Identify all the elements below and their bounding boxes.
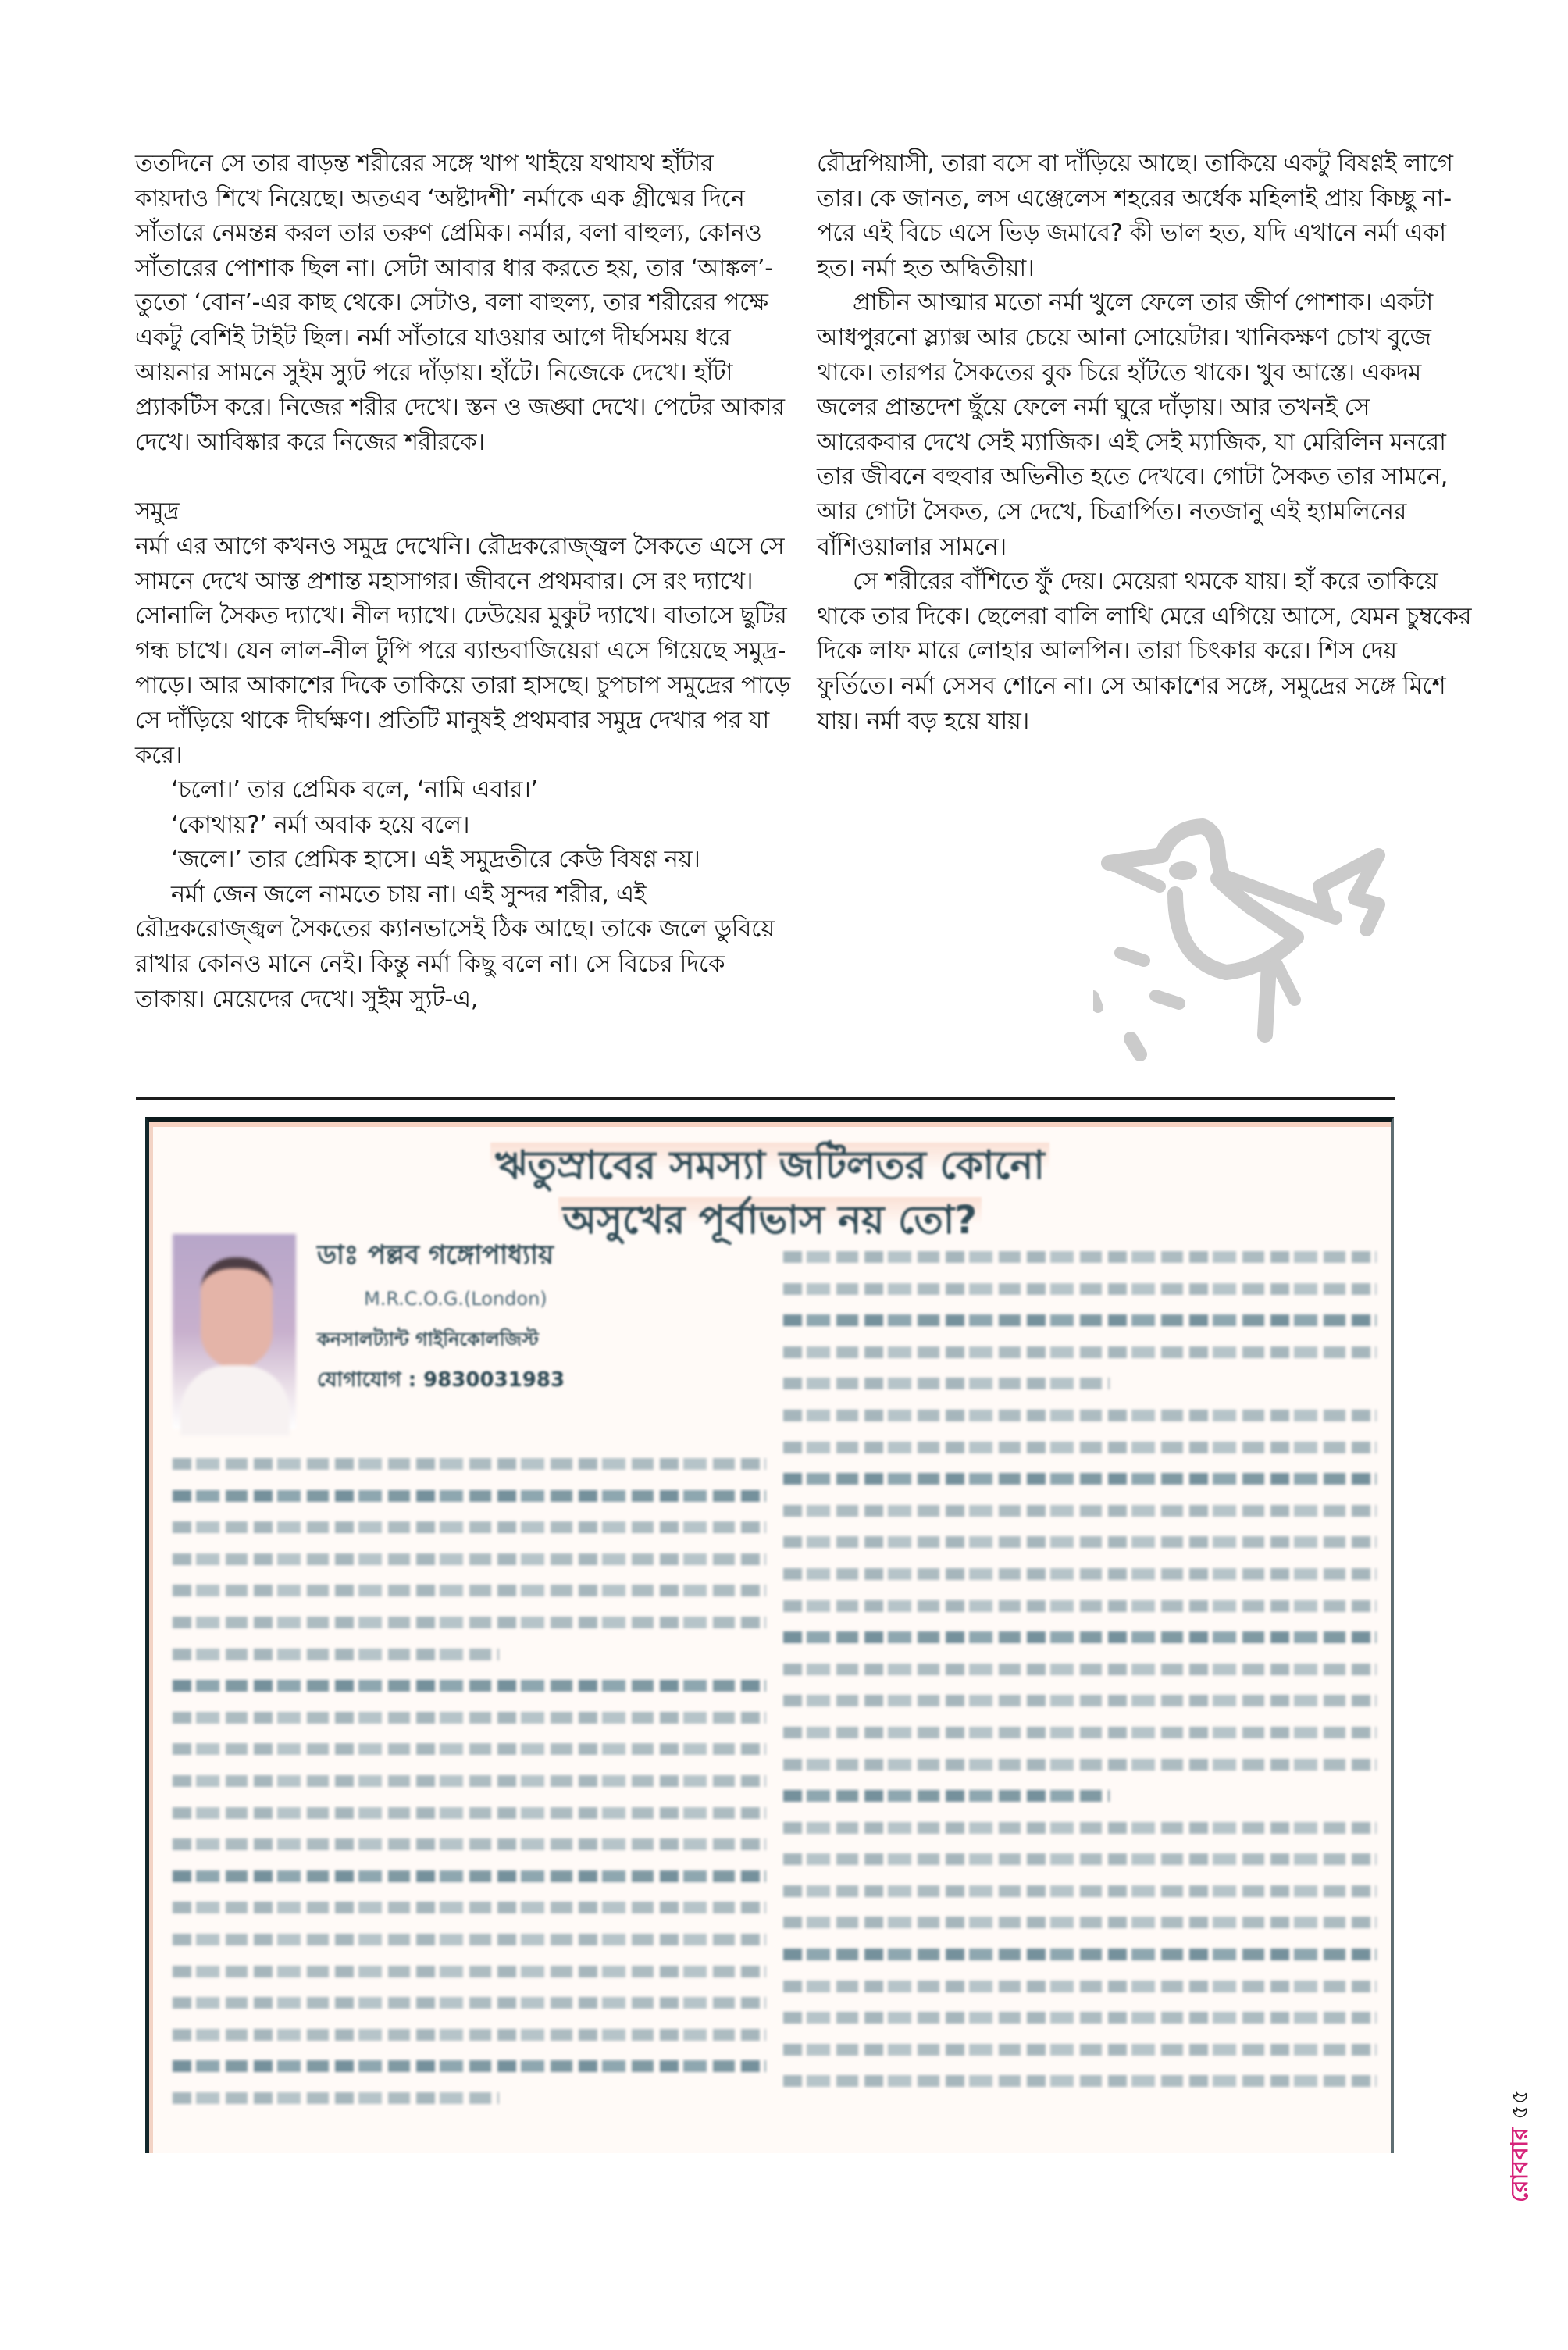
blurred-text-line: [783, 1346, 1377, 1358]
blurred-text-line: [783, 2044, 1377, 2056]
blurred-text-line: [173, 1997, 766, 2009]
doctor-role: কনসালট্যান্ট গাইনিকোলজিস্ট: [317, 1328, 539, 1350]
ad-headline-line2: অসুখের পূর্বাভাস নয় তো?: [558, 1197, 982, 1243]
doctor-name: ডাঃ পল্লব গঙ্গোপাধ্যায়: [317, 1239, 554, 1271]
blurred-text-line: [783, 1822, 1377, 1834]
blurred-text-line: [783, 1378, 1110, 1389]
doctor-contact: যোগাযোগ : 9830031983: [317, 1368, 565, 1392]
blurred-text-line: [783, 1473, 1377, 1485]
story-paragraph: নর্মা এর আগে কখনও সমুদ্র দেখেনি। রৌদ্রকরোজ্জ্বল সৈকতে এসে সে সামনে দেখে আস্ত প্রশান্ত মহাসাগর। জীবনে প্রথমবার। সে রং দ্যাখে। সোনালি সৈকত দ্যাখে। নীল দ্যাখে। ঢেউয়ের মুকুট দ্যাখে। বাতাসে ছুটির গন্ধ চাখে। যেন লাল-নীল টুপি পরে ব্যান্ডবাজিয়েরা এসে গিয়েছে সমুদ্র-পাড়ে। আর আকাশের দিকে তাকিয়ে তারা হাসছে। চুপচাপ সমুদ্রের পাড়ে সে দাঁড়িয়ে থাকে দীর্ঘক্ষণ। প্রতিটি মানুষই প্রথমবার সমুদ্র দেখার পর যা করে।: [135, 532, 790, 769]
blurred-text-line: [173, 2092, 499, 2104]
blurred-text-line: [783, 1536, 1377, 1548]
page-folio: [1501, 2089, 1541, 2202]
blurred-text-line: [173, 1680, 766, 1692]
doctor-degree: M.R.C.O.G.(London): [364, 1288, 547, 1310]
blurred-text-line: [783, 1981, 1377, 1992]
story-right-column: [817, 147, 1473, 739]
story-paragraph: নর্মা জেন জলে নামতে চায় না। এই সুন্দর শরীর, এই রৌদ্রকরোজ্জ্বল সৈকতের ক্যানভাসেই ঠিক আছে। তাকে জলে ডুবিয়ে রাখার কোনও মানে নেই। কিন্তু নর্মা কিছু বলে না। সে বিচের দিকে তাকায়। মেয়েদের দেখে। সুইম স্যুট-এ,: [135, 880, 775, 1013]
portrait-face: [201, 1257, 273, 1368]
blurred-text-line: [173, 1617, 766, 1628]
blurred-text-line: [783, 1442, 1377, 1453]
blurred-text-line: [173, 1966, 766, 1977]
blurred-text-line: [173, 1743, 766, 1755]
blurred-text-line: [173, 1458, 766, 1470]
blurred-text-line: [783, 1410, 1377, 1421]
blurred-text-line: [783, 1283, 1377, 1295]
portrait-shirt: [180, 1365, 290, 1435]
blurred-text-line: [783, 1853, 1377, 1865]
blurred-text-line: [783, 1314, 1377, 1326]
blurred-text-line: [783, 1917, 1377, 1928]
dialogue-line: ‘জলে।’ তার প্রেমিক হাসে। এই সমুদ্রতীরে কেউ বিষণ্ণ নয়।: [171, 846, 700, 874]
page-number: ৫৫: [1506, 2089, 1534, 2120]
blurred-text-line: [173, 1585, 766, 1596]
blurred-text-line: [173, 1712, 766, 1724]
ad-body-right-blurred: [783, 1251, 1377, 2107]
blurred-text-line: [173, 1775, 766, 1787]
blurred-text-line: [173, 1649, 499, 1660]
blurred-text-line: [173, 1490, 766, 1502]
blurred-text-line: [783, 1727, 1377, 1738]
magazine-name: রোববার: [1506, 2127, 1534, 2202]
blurred-text-line: [783, 1695, 1377, 1706]
blurred-text-line: [783, 1949, 1377, 1960]
bird-sketch-icon: [1093, 812, 1499, 1117]
story-paragraph: প্রাচীন আত্মার মতো নর্মা খুলে ফেলে তার জীর্ণ পোশাক। একটা আধপুরনো স্ল্যাক্স আর চেয়ে আনা সোয়েটার। খানিকক্ষণ চোখ বুজে থাকে। তারপর সৈকতের বুক চিরে হাঁটতে থাকে। খুব আস্তে। একদম জলের প্রান্তদেশ ছুঁয়ে ফেলে নর্মা ঘুরে দাঁড়ায়। আর তখনই সে আরেকবার দেখে সেই ম্যাজিক। এই সেই ম্যাজিক, যা মেরিলিন মনরো তার জীবনে বহুবার অভিনীত হতে দেখবে। গোটা সৈকত তার সামনে, আর গোটা সৈকত, সে দেখে, চিত্রার্পিত। নতজানু এই হ্যামলিনের বাঁশিওয়ালার সামনে।: [817, 289, 1449, 561]
blurred-text-line: [783, 1251, 1377, 1263]
blurred-text-line: [783, 1600, 1377, 1612]
blurred-text-line: [783, 1631, 1377, 1643]
doctor-info: [317, 1232, 575, 1400]
blurred-text-line: [173, 1838, 766, 1850]
story-paragraph: সে শরীরের বাঁশিতে ফুঁ দেয়। মেয়েরা থমকে যায়। হাঁ করে তাকিয়ে থাকে তার দিকে। ছেলেরা বালি লাথি মেরে এগিয়ে আসে, যেমন চুম্বকের দিকে লাফ মারে লোহার আলপিন। তারা চিৎকার করে। শিস দেয় ফুর্তিতে। নর্মা সেসব শোনে না। সে আকাশের সঙ্গে, সমুদ্রের সঙ্গে মিশে যায়। নর্মা বড় হয়ে যায়।: [817, 568, 1472, 735]
blurred-text-line: [783, 1664, 1377, 1675]
advertisement-box[interactable]: [145, 1117, 1394, 2153]
blurred-text-line: [173, 2029, 766, 2041]
ad-headline-line1: ঋতুস্রাবের সমস্যা জটিলতর কোনো: [490, 1143, 1049, 1188]
blurred-text-line: [173, 1553, 766, 1565]
dialogue-line: ‘কোথায়?’ নর্মা অবাক হয়ে বলে।: [171, 811, 470, 839]
ad-headline: [149, 1138, 1391, 1247]
doctor-portrait-photo: [173, 1234, 296, 1429]
story-paragraph: ততদিনে সে তার বাড়ন্ত শরীরের সঙ্গে খাপ খাইয়ে যথাযথ হাঁটার কায়দাও শিখে নিয়েছে। অতএব ‘অষ্টাদশী’ নর্মাকে এক গ্রীষ্মের দিনে সাঁতারে নেমন্তন্ন করল তার তরুণ প্রেমিক। নর্মার, বলা বাহুল্য, কোনও সাঁতারের পোশাক ছিল না। সেটা আবার ধার করতে হয়, তার ‘আঙ্কল’-তুতো ‘বোন’-এর কাছ থেকে। সেটাও, বলা বাহুল্য, তার শরীরের পক্ষে একটু বেশিই টাইট ছিল। নর্মা সাঁতারে যাওয়ার আগে দীর্ঘসময় ধরে আয়নার সামনে সুইম স্যুট পরে দাঁড়ায়। হাঁটে। নিজেকে দেখে। হাঁটা প্র্যাকটিস করে। নিজের শরীর দেখে। স্তন ও জঙ্ঘা দেখে। পেটের আকার দেখে। আবিষ্কার করে নিজের শরীরকে।: [135, 150, 785, 456]
blurred-text-line: [783, 1885, 1377, 1897]
blurred-text-line: [783, 1568, 1377, 1580]
blurred-text-line: [173, 1902, 766, 1913]
blurred-text-line: [173, 2060, 766, 2072]
blurred-text-line: [783, 1759, 1377, 1771]
blurred-text-line: [783, 1790, 1110, 1802]
ad-body-left-blurred: [173, 1458, 766, 2124]
story-paragraph: রৌদ্রপিয়াসী, তারা বসে বা দাঁড়িয়ে আছে। তাকিয়ে একটু বিষণ্ণই লাগে তার। কে জানত, লস এঞ্জেলেস শহরের অর্ধেক মহিলাই প্রায় কিচ্ছু না-পরে এই বিচে এসে ভিড় জমাবে? কী ভাল হত, যদি এখানে নর্মা একা হত। নর্মা হত অদ্বিতীয়া।: [817, 150, 1453, 282]
blurred-text-line: [783, 1505, 1377, 1517]
blurred-text-line: [173, 1521, 766, 1533]
story-left-column: [135, 147, 791, 1017]
section-heading: সমুদ্র: [135, 497, 180, 526]
blurred-text-line: [173, 1934, 766, 1945]
blurred-text-line: [783, 2012, 1377, 2024]
dialogue-line: ‘চলো।’ তার প্রেমিক বলে, ‘নামি এবার।’: [171, 776, 538, 804]
blurred-text-line: [173, 1807, 766, 1819]
section-divider: [136, 1097, 1395, 1100]
blurred-text-line: [783, 2075, 1377, 2087]
blurred-text-line: [173, 1870, 766, 1882]
